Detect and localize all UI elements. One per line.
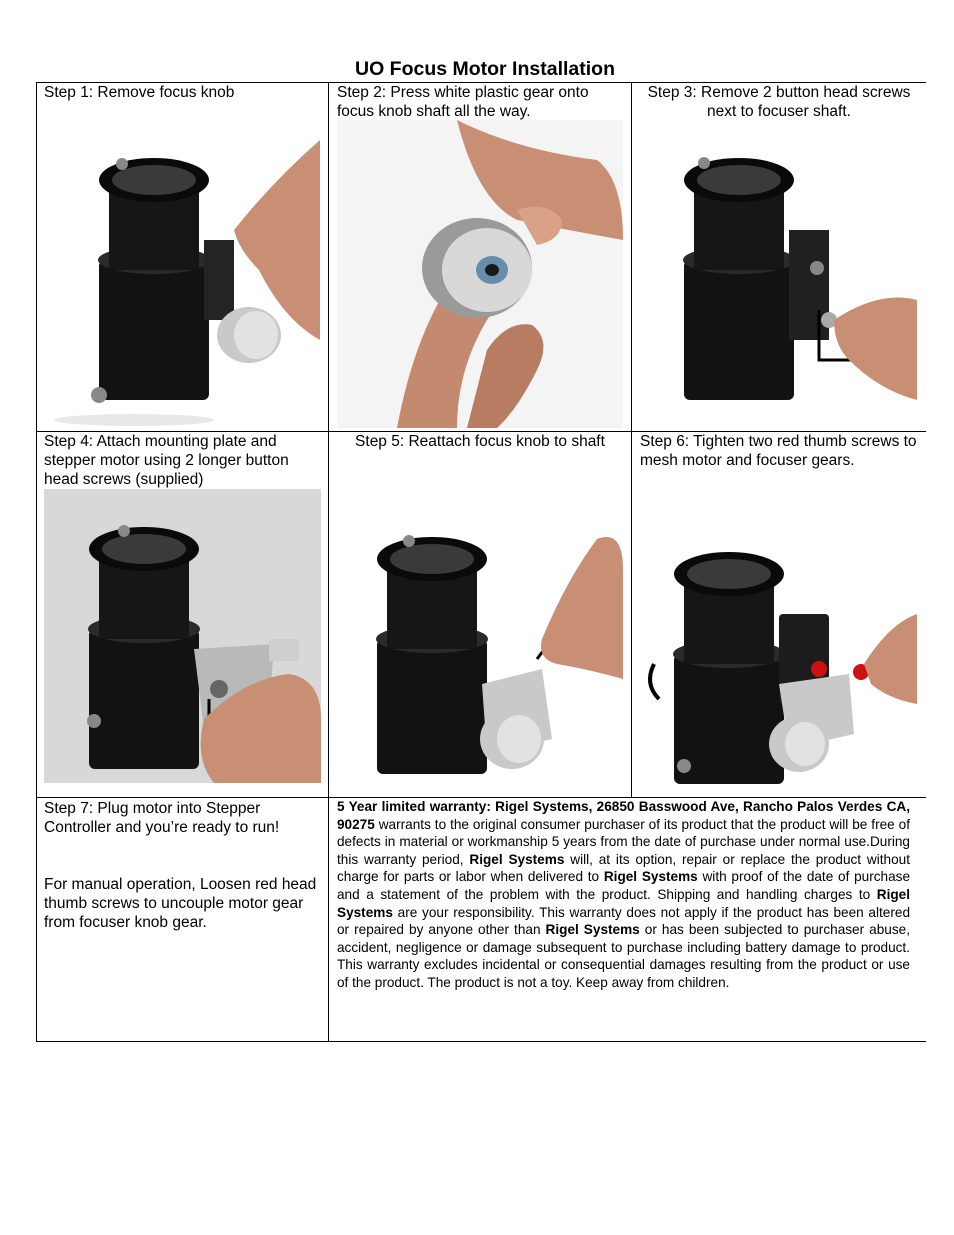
step-3-caption: Step 3: Remove 2 button head screws next to focuser shaft. — [647, 84, 911, 120]
step-6-photo — [639, 514, 917, 797]
table-border-left — [36, 82, 37, 1042]
red-thumb-screw-photo — [639, 514, 917, 797]
step-3-photo — [639, 120, 917, 422]
warranty-heading: 5 Year limited warranty: Rigel Systems, 26850 Basswood Ave, Rancho Palos Verdes CA, 90275 — [337, 799, 910, 832]
table-border-bottom — [36, 1041, 926, 1042]
gear-in-fingers-photo — [337, 120, 623, 428]
step-5-photo — [337, 489, 623, 789]
warranty-company-2: Rigel Systems — [603, 869, 698, 885]
warranty-part-2: will, at its option, repair or replace the product without charge for parts or labor when delivered to — [337, 851, 911, 885]
step-2-photo — [337, 120, 623, 428]
warranty-text — [337, 798, 910, 992]
warranty-part-5: or has been subjected to purchaser abuse, accident, negligence or damage subsequent to purchase including battery damage to product. This warranty excludes incidental or consequential damages resulting from the product or use of the product. The product is not a toy. Keep away from children. — [337, 922, 910, 990]
warranty-company-3: Rigel Systems — [337, 886, 910, 920]
mounting-plate-attach-photo — [44, 489, 321, 783]
step-2-caption: Step 2: Press white plastic gear onto focus knob shaft all the way. — [337, 84, 589, 120]
table-divider-2 — [631, 82, 632, 797]
instruction-table — [36, 82, 926, 1042]
step-5-caption: Step 5: Reattach focus knob to shaft — [355, 433, 605, 450]
step-6-caption: Step 6: Tighten two red thumb screws to mesh motor and focuser gears. — [640, 433, 917, 469]
warranty-company-4: Rigel Systems — [545, 922, 640, 938]
step-4-caption: Step 4: Attach mounting plate and stepper motor using 2 longer button head screws (supplied) — [44, 433, 289, 488]
focus-knob-reattach-photo — [337, 489, 623, 789]
warranty-company-1: Rigel Systems — [469, 851, 565, 867]
page-title: UO Focus Motor Installation — [354, 58, 615, 80]
focuser-with-hex-key-photo — [44, 120, 320, 428]
step-4-photo — [44, 489, 321, 783]
manual-operation-note: For manual operation, Loosen red head thumb screws to uncouple motor gear from focuser knob gear. — [44, 876, 317, 931]
step-1-photo — [44, 120, 320, 428]
warranty-part-1: warrants to the original consumer purchaser of its product that the product will be free of defects in material or workmanship 5 years from the date of purchase under normal use.During this warranty period, — [337, 816, 910, 867]
focuser-screw-removal-photo — [639, 120, 917, 422]
table-divider-1 — [328, 82, 329, 1042]
warranty-part-3: with proof of the date of purchase and a statement of the problem with the product. Shipping and handling charges to — [337, 869, 911, 902]
warranty-part-4: are your responsibility. This warranty does not apply if the product has been altered or repaired by anyone other than — [337, 904, 910, 938]
step-7-caption: Step 7: Plug motor into Stepper Controller and you’re ready to run! — [44, 800, 280, 836]
step-1-caption: Step 1: Remove focus knob — [44, 84, 235, 101]
